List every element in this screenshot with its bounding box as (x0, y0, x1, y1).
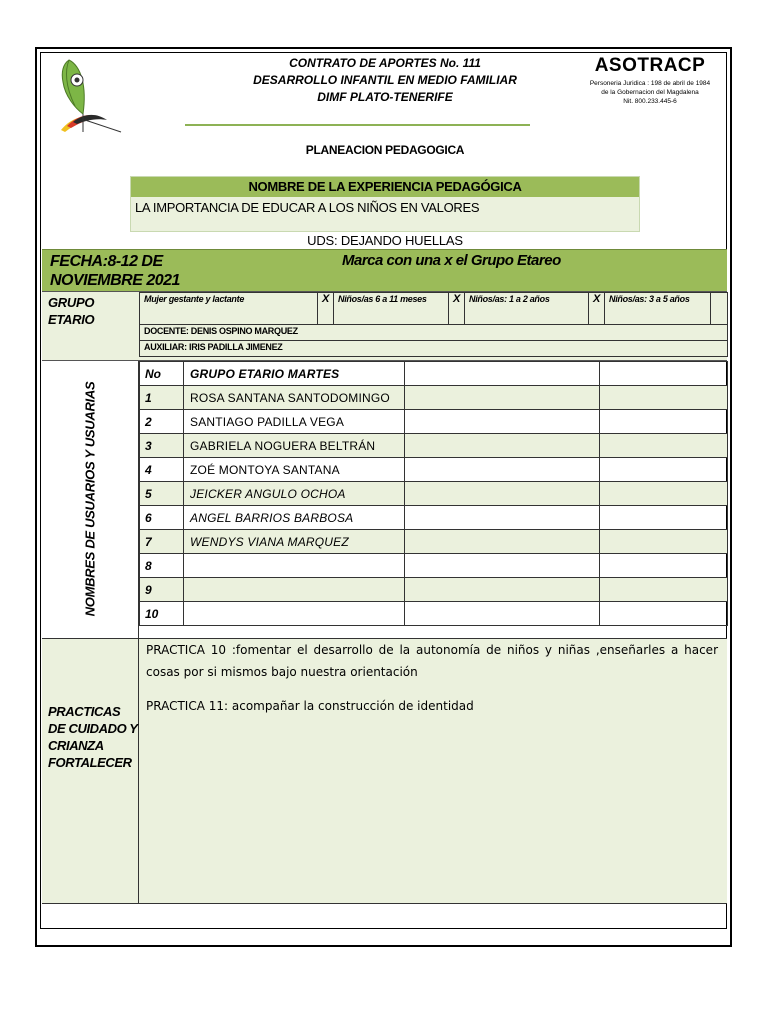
brand-legal (580, 79, 720, 106)
row-number: 5 (140, 482, 184, 506)
table-cell[interactable] (405, 602, 600, 626)
table-cell[interactable] (405, 578, 600, 602)
table-cell[interactable] (600, 458, 728, 482)
age-group-table (139, 292, 728, 357)
age-group-label: GRUPO ETARIO (48, 295, 95, 327)
table-cell[interactable] (600, 530, 728, 554)
user-name[interactable]: JEICKER ANGULO OCHOA (184, 482, 405, 506)
user-name[interactable]: ANGEL BARRIOS BARBOSA (184, 506, 405, 530)
program-line: DESARROLLO INFANTIL EN MEDIO FAMILIAR (253, 73, 517, 87)
brand-legal-line1: Personeria Juridica : 198 de abril de 1984 (589, 80, 711, 87)
table-row (140, 434, 728, 458)
row-number: 1 (140, 386, 184, 410)
table-cell[interactable] (405, 482, 600, 506)
auxiliar-value: AUXILIAR: IRIS PADILLA JIMENEZ (140, 341, 728, 357)
table-cell[interactable] (405, 386, 600, 410)
table-cell[interactable] (405, 530, 600, 554)
table-cell[interactable] (405, 458, 600, 482)
user-name[interactable]: WENDYS VIANA MARQUEZ (184, 530, 405, 554)
docente-row (140, 325, 728, 341)
table-cell[interactable] (600, 362, 728, 386)
location-line: DIMF PLATO-TENERIFE (317, 90, 453, 104)
users-header-row (140, 362, 728, 386)
row-number: 2 (140, 410, 184, 434)
uds-label: UDS: DEJANDO HUELLAS (307, 233, 463, 248)
practice-11: PRACTICA 11: acompañar la construcción de identidad (146, 699, 474, 713)
option-label: Mujer gestante y lactante (140, 293, 318, 325)
user-name[interactable] (184, 554, 405, 578)
practices-section (42, 638, 727, 904)
user-name[interactable] (184, 578, 405, 602)
option-mark[interactable]: X (449, 293, 465, 325)
user-name[interactable]: ZOÉ MONTOYA SANTANA (184, 458, 405, 482)
experience-name: LA IMPORTANCIA DE EDUCAR A LOS NIÑOS EN VALORES (135, 200, 480, 215)
experience-box (130, 176, 640, 232)
row-number: 7 (140, 530, 184, 554)
table-cell[interactable] (600, 578, 728, 602)
table-row (140, 578, 728, 602)
table-cell[interactable] (405, 434, 600, 458)
users-side-panel (42, 361, 139, 638)
table-cell[interactable] (600, 506, 728, 530)
age-group-section (42, 291, 727, 361)
table-cell[interactable] (600, 434, 728, 458)
organization-logo (55, 56, 127, 136)
option-mark[interactable] (711, 293, 728, 325)
contract-line: CONTRATO DE APORTES No. 111 (289, 56, 481, 70)
table-cell[interactable] (600, 386, 728, 410)
brand-block (580, 55, 720, 106)
table-cell[interactable] (600, 410, 728, 434)
brand-name: ASOTRACP (594, 55, 706, 76)
col-group-header: GRUPO ETARIO MARTES (184, 362, 405, 386)
users-table (139, 361, 728, 626)
practices-label: PRACTICAS DE CUIDADO Y CRIANZA FORTALECER (48, 704, 138, 770)
user-name[interactable] (184, 602, 405, 626)
table-row (140, 482, 728, 506)
experience-title: NOMBRE DE LA EXPERIENCIA PEDAGÓGICA (131, 177, 639, 197)
row-number: 10 (140, 602, 184, 626)
option-label: Niños/as: 1 a 2 años (465, 293, 589, 325)
auxiliar-row (140, 341, 728, 357)
user-name[interactable]: SANTIAGO PADILLA VEGA (184, 410, 405, 434)
brand-legal-line2: de la Gobernacion del Magdalena (601, 89, 699, 96)
user-name[interactable]: GABRIELA NOGUERA BELTRÁN (184, 434, 405, 458)
practice-10: PRACTICA 10 :fomentar el desarrollo de la autonomía de niños y niñas ,enseñarles a hacer cosas por si mismos bajo nuestra orientación (146, 643, 718, 679)
brand-legal-line3: Nit. 800.233.445-6 (623, 98, 677, 105)
row-number: 8 (140, 554, 184, 578)
user-name[interactable]: ROSA SANTANA SANTODOMINGO (184, 386, 405, 410)
col-no-header: No (140, 362, 184, 386)
header-center (230, 55, 540, 106)
row-number: 4 (140, 458, 184, 482)
users-side-label: NOMBRES DE USUARIOS Y USUARIAS (82, 381, 98, 617)
table-cell[interactable] (600, 602, 728, 626)
date-text: FECHA:8-12 DE NOVIEMBRE 2021 (50, 253, 180, 289)
table-row (140, 506, 728, 530)
option-label: Niños/as: 3 a 5 años (605, 293, 711, 325)
table-cell[interactable] (405, 554, 600, 578)
practices-side-panel (42, 639, 139, 903)
section-title: PLANEACION PEDAGOGICA (305, 143, 465, 157)
age-group-instruction: Marca con una x el Grupo Etareo (342, 252, 561, 269)
date-band (42, 249, 727, 292)
header-divider (185, 124, 530, 126)
practices-body (146, 639, 718, 729)
row-number: 6 (140, 506, 184, 530)
row-number: 3 (140, 434, 184, 458)
age-group-options-row (140, 293, 728, 325)
users-section (42, 361, 727, 638)
table-cell[interactable] (600, 554, 728, 578)
option-label: Niños/as 6 a 11 meses (334, 293, 449, 325)
table-cell[interactable] (600, 482, 728, 506)
option-mark[interactable]: X (318, 293, 334, 325)
table-cell[interactable] (405, 410, 600, 434)
table-row (140, 554, 728, 578)
table-cell[interactable] (405, 362, 600, 386)
table-row (140, 602, 728, 626)
table-cell[interactable] (405, 506, 600, 530)
option-mark[interactable]: X (589, 293, 605, 325)
table-row (140, 386, 728, 410)
table-row (140, 410, 728, 434)
table-row (140, 530, 728, 554)
row-number: 9 (140, 578, 184, 602)
docente-value: DOCENTE: DENIS OSPINO MARQUEZ (140, 325, 728, 341)
table-row (140, 458, 728, 482)
